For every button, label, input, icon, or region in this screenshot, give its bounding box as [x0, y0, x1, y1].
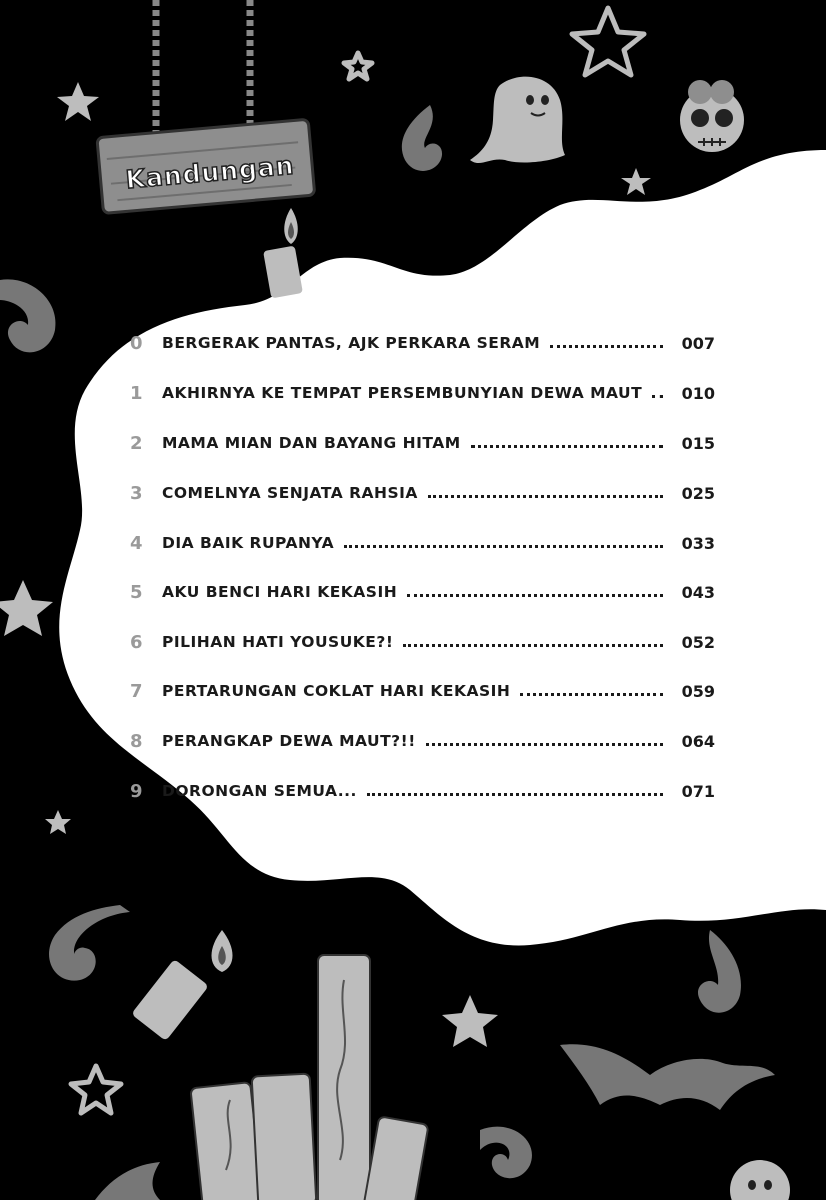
ghost-icon — [470, 77, 565, 163]
chapter-number: 7 — [130, 680, 143, 702]
page-number: 033 — [681, 533, 715, 553]
star-icon — [442, 995, 498, 1047]
candle-icon — [131, 930, 232, 1041]
page-number: 010 — [681, 383, 715, 403]
toc-entry — [130, 776, 715, 806]
chapter-number: 1 — [130, 382, 143, 404]
chapter-number: 8 — [130, 730, 143, 752]
skull-icon — [680, 80, 744, 152]
chapter-title: BERGERAK PANTAS, AJK PERKARA SERAM — [162, 334, 541, 352]
toc-entry — [130, 428, 715, 458]
chapter-title: DIA BAIK RUPANYA — [162, 534, 335, 552]
chapter-title: AKU BENCI HARI KEKASIH — [162, 583, 398, 601]
bat-icon — [560, 1044, 775, 1110]
dot-leader — [407, 592, 663, 597]
dot-leader — [344, 543, 663, 548]
star-icon — [45, 810, 71, 834]
gravestone — [364, 1116, 429, 1200]
chapter-number: 3 — [130, 482, 143, 504]
chapter-title: COMELNYA SENJATA RAHSIA — [162, 484, 418, 502]
star-outline-icon — [344, 53, 372, 79]
page-title: Kandungan — [124, 150, 296, 195]
star-outline-icon — [572, 8, 644, 75]
chapter-title: AKHIRNYA KE TEMPAT PERSEMBUNYIAN DEWA MAUT — [162, 384, 643, 402]
chapter-title: MAMA MIAN DAN BAYANG HITAM — [162, 434, 461, 452]
chapter-title: PERTARUNGAN COKLAT HARI KEKASIH — [162, 682, 511, 700]
toc-entry — [130, 478, 715, 508]
page-number: 015 — [681, 433, 715, 453]
dot-leader — [652, 393, 663, 398]
candle-icon — [263, 208, 303, 298]
toc-entry — [130, 328, 715, 358]
dot-leader — [471, 443, 663, 448]
page-number: 052 — [681, 632, 715, 652]
gravestone — [252, 1074, 317, 1200]
toc-entry — [130, 676, 715, 706]
dot-leader — [520, 691, 663, 696]
chapter-title: PILIHAN HATI YOUSUKE?! — [162, 633, 394, 651]
gravestone — [318, 955, 370, 1200]
chapter-number: 6 — [130, 631, 143, 653]
bat-icon — [95, 1162, 160, 1200]
chapter-number: 9 — [130, 780, 143, 802]
dot-leader — [550, 343, 663, 348]
chapter-title: DORONGAN SEMUA... — [162, 782, 357, 800]
chapter-number: 5 — [130, 581, 143, 603]
dot-leader — [426, 741, 663, 746]
chapter-number: 2 — [130, 432, 143, 454]
page-number: 043 — [681, 582, 715, 602]
dot-leader — [403, 642, 663, 647]
dot-leader — [428, 493, 663, 498]
star-outline-icon — [71, 1066, 121, 1113]
page-number: 007 — [681, 333, 715, 353]
star-icon — [0, 580, 53, 636]
toc-entry — [130, 577, 715, 607]
page-number: 064 — [681, 731, 715, 751]
gravestone — [190, 1082, 262, 1200]
page-number: 071 — [681, 781, 715, 801]
star-icon — [57, 82, 99, 121]
page-number: 025 — [681, 483, 715, 503]
toc-entry — [130, 378, 715, 408]
toc-entry — [130, 528, 715, 558]
toc-entry — [130, 627, 715, 657]
chapter-number: 4 — [130, 532, 143, 554]
chapter-title: PERANGKAP DEWA MAUT?!! — [162, 732, 416, 750]
toc-entry — [130, 726, 715, 756]
page-number: 059 — [681, 681, 715, 701]
dot-leader — [367, 791, 663, 796]
chapter-number: 0 — [130, 332, 143, 354]
ghost-icon — [730, 1160, 790, 1200]
star-icon — [621, 168, 651, 195]
